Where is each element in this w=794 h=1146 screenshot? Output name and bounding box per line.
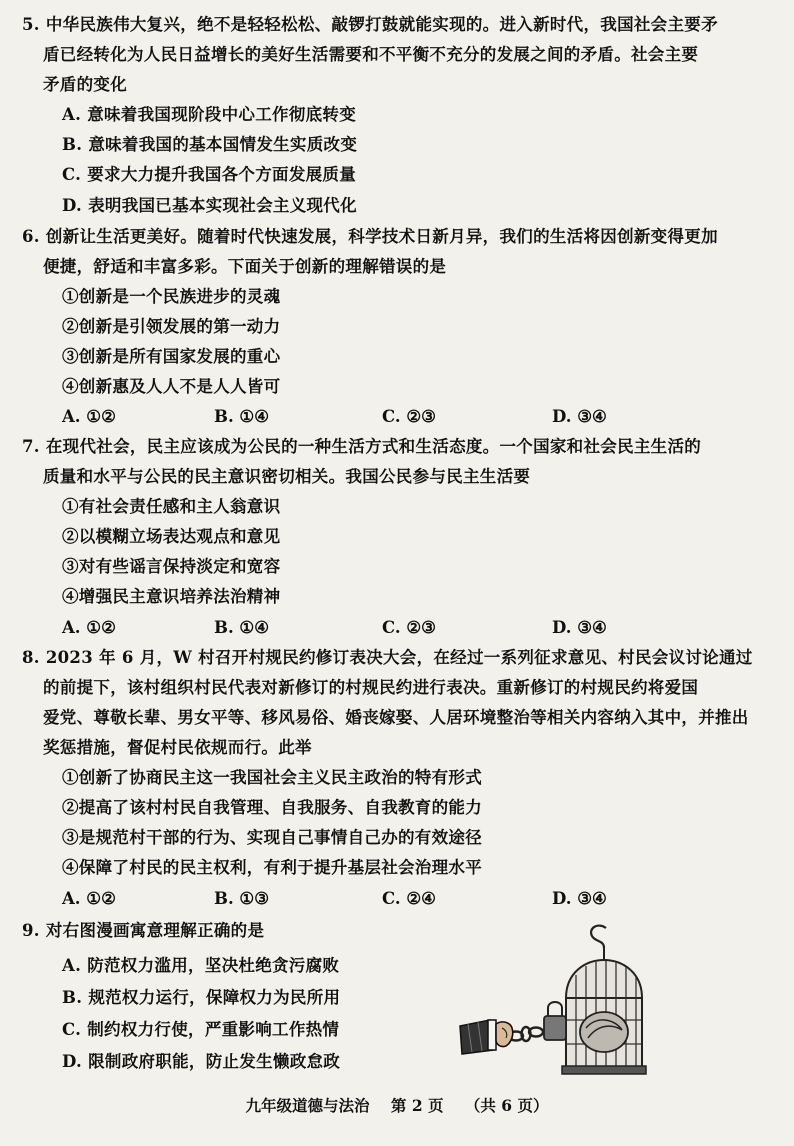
q9-option-a: A. 防范权力滥用，坚决杜绝贪污腐败 — [62, 956, 340, 975]
q6-choice-d: D. ③④ — [552, 407, 607, 426]
q9-option-d: D. 限制政府职能，防止发生懒政怠政 — [62, 1052, 341, 1071]
q8-choice-b: B. ①③ — [214, 889, 270, 908]
q6-choice-a: A. ①② — [62, 407, 116, 426]
q9-stem: 9. 对右图漫画寓意理解正确的是 — [22, 921, 265, 940]
q8-item-2: ②提高了该村村民自我管理、自我服务、自我教育的能力 — [62, 798, 482, 817]
q8-stem-line-2: 的前提下，该村组织村民代表对新修订的村规民约进行表决。重新修订的村规民约将爱国 — [43, 678, 699, 697]
q9-option-b: B. 规范权力运行，保障权力为民所用 — [62, 988, 341, 1007]
q8-item-4: ④保障了村民的民主权利，有利于提升基层社会治理水平 — [62, 858, 482, 877]
q7-choice-d: D. ③④ — [552, 618, 607, 637]
q7-item-4: ④增强民主意识培养法治精神 — [62, 587, 281, 606]
q5-option-d: D. 表明我国已基本实现社会主义现代化 — [62, 196, 357, 215]
footer-total-pages: （共 6 页） — [464, 1096, 549, 1115]
q5-stem-line-3: 矛盾的变化 — [43, 75, 127, 94]
q5-stem-line-2: 盾已经转化为人民日益增长的美好生活需要和不平衡不充分的发展之间的矛盾。社会主要 — [43, 45, 699, 64]
q6-choices — [62, 406, 762, 428]
q8-choice-d: D. ③④ — [552, 889, 607, 908]
q6-item-2: ②创新是引领发展的第一动力 — [62, 317, 281, 336]
q5-option-a: A. 意味着我国现阶段中心工作彻底转变 — [62, 105, 356, 124]
hand-with-chained-bird-cage-icon — [458, 920, 648, 1080]
q7-item-3: ③对有些谣言保持淡定和宽容 — [62, 557, 281, 576]
q7-choice-c: C. ②③ — [382, 618, 436, 637]
q8-choice-a: A. ①② — [62, 889, 116, 908]
q7-choice-a: A. ①② — [62, 618, 116, 637]
q8-item-3: ③是规范村干部的行为、实现自己事情自己办的有效途径 — [62, 828, 482, 847]
q8-stem-line-3: 爱党、尊敬长辈、男女平等、移风易俗、婚丧嫁娶、人居环境整治等相关内容纳入其中，并推出 — [43, 708, 749, 727]
q6-item-3: ③创新是所有国家发展的重心 — [62, 347, 281, 366]
q5-option-b: B. 意味着我国的基本国情发生实质改变 — [62, 135, 358, 154]
q8-item-1: ①创新了协商民主这一我国社会主义民主政治的特有形式 — [62, 768, 482, 787]
q8-stem-line-1: 8. 2023 年 6 月，W 村召开村规民约修订表决大会，在经过一系列征求意见、村民会议讨论通过 — [22, 648, 753, 667]
q6-item-1: ①创新是一个民族进步的灵魂 — [62, 287, 281, 306]
q7-stem-line-1: 7. 在现代社会，民主应该成为公民的一种生活方式和生活态度。一个国家和社会民主生活的 — [22, 437, 702, 456]
q5-stem-line-1: 5. 中华民族伟大复兴，绝不是轻轻松松、敲锣打鼓就能实现的。进入新时代，我国社会主要矛 — [22, 15, 718, 34]
q6-stem-line-2: 便捷，舒适和丰富多彩。下面关于创新的理解错误的是 — [43, 257, 447, 276]
q8-choices — [62, 888, 762, 910]
q8-choice-c: C. ②④ — [382, 889, 436, 908]
q7-choices — [62, 617, 762, 639]
footer-subject: 九年级道德与法治 — [245, 1096, 370, 1115]
page-footer — [0, 1095, 794, 1117]
q7-item-2: ②以模糊立场表达观点和意见 — [62, 527, 281, 546]
q9-option-c: C. 制约权力行使，严重影响工作热情 — [62, 1020, 340, 1039]
q7-item-1: ①有社会责任感和主人翁意识 — [62, 497, 281, 516]
footer-page-number: 第 2 页 — [390, 1096, 444, 1115]
q7-choice-b: B. ①④ — [214, 618, 270, 637]
q6-item-4: ④创新惠及人人不是人人皆可 — [62, 377, 281, 396]
q6-stem-line-1: 6. 创新让生活更美好。随着时代快速发展，科学技术日新月异，我们的生活将因创新变得更加 — [22, 227, 718, 246]
q8-stem-line-4: 奖惩措施，督促村民依规而行。此举 — [43, 738, 312, 757]
q7-stem-line-2: 质量和水平与公民的民主意识密切相关。我国公民参与民主生活要 — [43, 467, 531, 486]
q6-choice-c: C. ②③ — [382, 407, 436, 426]
q6-choice-b: B. ①④ — [214, 407, 270, 426]
q5-option-c: C. 要求大力提升我国各个方面发展质量 — [62, 165, 357, 184]
